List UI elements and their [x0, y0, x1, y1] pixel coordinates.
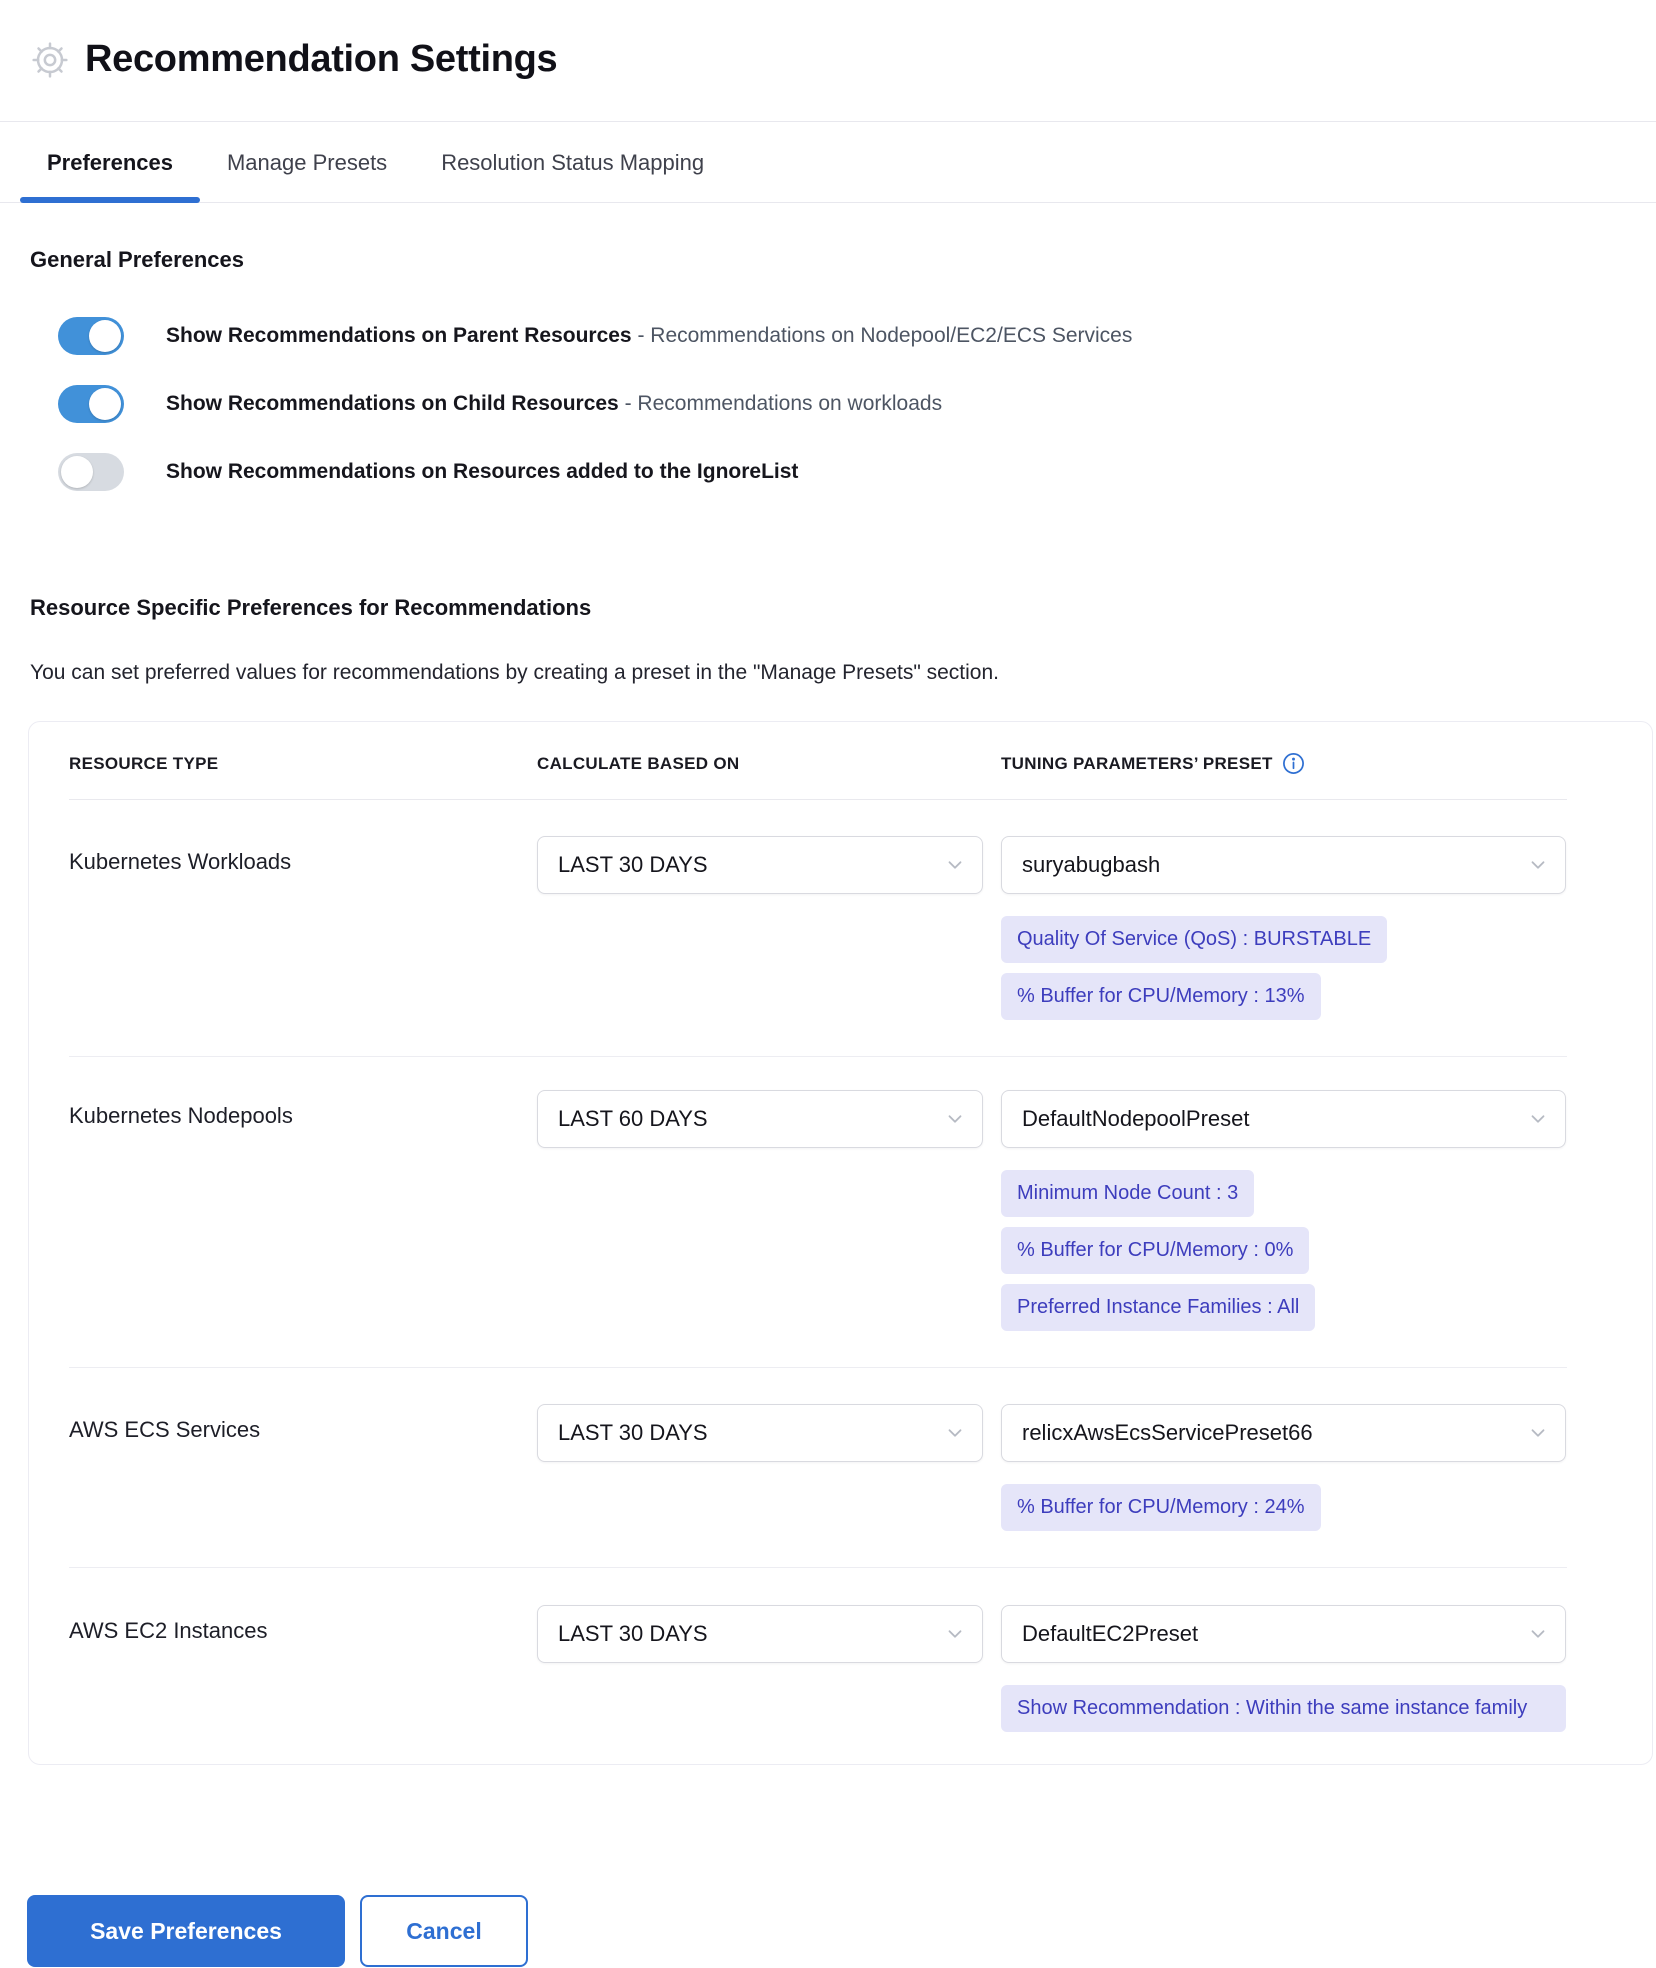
toggle-parent-resources[interactable] [58, 317, 124, 355]
info-icon[interactable] [1282, 752, 1305, 775]
save-preferences-button[interactable]: Save Preferences [27, 1895, 345, 1967]
column-header-tuning-parameters-preset: TUNING PARAMETERS’ PRESET [1001, 752, 1567, 775]
preset-tag: Minimum Node Count : 3 [1001, 1170, 1254, 1217]
tab-bar [0, 122, 1656, 203]
tab-preferences[interactable] [20, 122, 200, 202]
chevron-down-icon [944, 1108, 966, 1130]
toggle-row-ignorelist-resources [0, 453, 1656, 491]
tab-manage-presets[interactable] [200, 122, 414, 202]
table-row-aws-ec2-instances [29, 1568, 1652, 1764]
toggle-child-resources-description: - Recommendations on workloads [624, 392, 943, 416]
table-row-aws-ecs-services [29, 1368, 1652, 1567]
resource-specific-description: You can set preferred values for recommendations by creating a preset in the "Manage Presets" section. [30, 661, 999, 684]
toggle-ignorelist-resources[interactable] [58, 453, 124, 491]
preset-tag-list [1001, 1484, 1567, 1531]
preset-select-kubernetes-workloads[interactable]: suryabugbash [1001, 836, 1566, 894]
preset-tag: % Buffer for CPU/Memory : 24% [1001, 1484, 1321, 1531]
preset-tag: % Buffer for CPU/Memory : 0% [1001, 1227, 1309, 1274]
chevron-down-icon [1527, 1108, 1549, 1130]
tab-resolution-status-mapping[interactable] [414, 122, 731, 202]
toggle-child-resources-label: Show Recommendations on Child Resources [166, 392, 619, 416]
calculate-based-on-select-kubernetes-workloads[interactable]: LAST 30 DAYS [537, 836, 983, 894]
preset-tag: Quality Of Service (QoS) : BURSTABLE [1001, 916, 1387, 963]
toggle-ignorelist-resources-label: Show Recommendations on Resources added to the IgnoreList [166, 460, 799, 484]
resource-type-label: AWS ECS Services [69, 1417, 261, 1442]
general-toggle-list [0, 317, 1656, 491]
tab-preferences-label: Preferences [47, 150, 173, 175]
toggle-row-parent-resources [0, 317, 1656, 355]
toggle-knob [89, 388, 121, 420]
toggle-parent-resources-label: Show Recommendations on Parent Resources [166, 324, 632, 348]
preset-select-kubernetes-nodepools[interactable]: DefaultNodepoolPreset [1001, 1090, 1566, 1148]
resource-type-label: AWS EC2 Instances [69, 1618, 268, 1643]
resource-preferences-table [28, 721, 1653, 1765]
preset-tag-list [1001, 916, 1567, 1020]
table-header-row [29, 722, 1652, 775]
toggle-knob [89, 320, 121, 352]
column-header-calculate-based-on: CALCULATE BASED ON [537, 753, 740, 773]
toggle-knob [61, 456, 93, 488]
chevron-down-icon [1527, 854, 1549, 876]
page-header [0, 0, 1656, 81]
tab-manage-presets-label: Manage Presets [226, 150, 388, 175]
settings-gear-icon [30, 40, 70, 80]
tab-resolution-status-mapping-label: Resolution Status Mapping [441, 150, 705, 175]
calculate-based-on-select-kubernetes-nodepools[interactable]: LAST 60 DAYS [537, 1090, 983, 1148]
active-tab-underline [20, 197, 200, 203]
preset-tag: Show Recommendation : Within the same instance family [1001, 1685, 1566, 1732]
resource-type-label: Kubernetes Nodepools [69, 1103, 293, 1128]
action-buttons [27, 1895, 1656, 1967]
preset-select-aws-ecs-services[interactable]: relicxAwsEcsServicePreset66 [1001, 1404, 1566, 1462]
chevron-down-icon [944, 854, 966, 876]
table-row-kubernetes-nodepools [29, 1057, 1652, 1367]
preset-tag-list [1001, 1685, 1567, 1732]
table-row-kubernetes-workloads [29, 800, 1652, 1056]
resource-type-label: Kubernetes Workloads [69, 849, 292, 874]
preset-tag: Preferred Instance Families : All [1001, 1284, 1315, 1331]
calculate-based-on-select-aws-ecs-services[interactable]: LAST 30 DAYS [537, 1404, 983, 1462]
page-title: Recommendation Settings [85, 38, 558, 80]
calculate-based-on-select-aws-ec2-instances[interactable]: LAST 30 DAYS [537, 1605, 983, 1663]
chevron-down-icon [1527, 1623, 1549, 1645]
chevron-down-icon [944, 1422, 966, 1444]
resource-specific-heading: Resource Specific Preferences for Recommendations [30, 595, 592, 620]
toggle-parent-resources-description: - Recommendations on Nodepool/EC2/ECS Services [637, 324, 1133, 348]
chevron-down-icon [1527, 1422, 1549, 1444]
preset-tag-list [1001, 1170, 1567, 1331]
general-preferences-heading: General Preferences [30, 247, 245, 272]
preset-select-aws-ec2-instances[interactable]: DefaultEC2Preset [1001, 1605, 1566, 1663]
toggle-row-child-resources [0, 385, 1656, 423]
toggle-child-resources[interactable] [58, 385, 124, 423]
preset-tag: % Buffer for CPU/Memory : 13% [1001, 973, 1321, 1020]
cancel-button[interactable]: Cancel [360, 1895, 528, 1967]
chevron-down-icon [944, 1623, 966, 1645]
column-header-resource-type: RESOURCE TYPE [69, 753, 219, 773]
